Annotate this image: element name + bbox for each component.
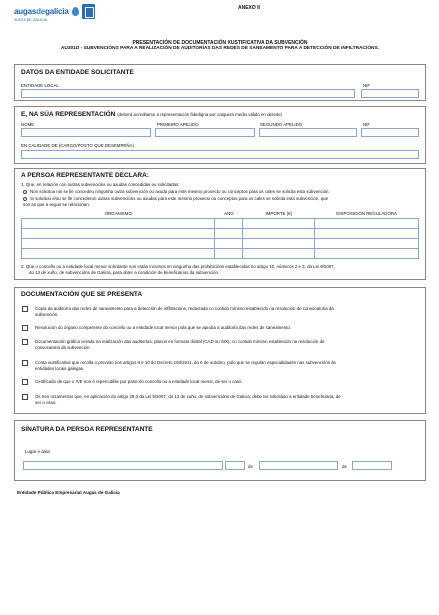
table-cell[interactable] (243, 238, 315, 248)
doc-item-5: Certificado de que o IVE non é repercutible por parte do concello ou a entidade local menor, de ser o caso. (35, 379, 243, 384)
subsidies-table (21, 210, 419, 259)
doc-checkbox-4[interactable] (22, 360, 28, 366)
table-row (22, 238, 419, 248)
logo-subtitle: XUNTA DE GALICIA (14, 18, 47, 22)
col-ano: ANO (224, 211, 234, 216)
date-separator-de-2: de (342, 464, 347, 469)
form-title: PRESENTACIÓN DE DOCUMENTACIÓN XUSTIFICATIVA DA SUBVENCIÓN (132, 40, 308, 46)
representative-section-title: E, NA SÚA REPRESENTACIÓN (deberá acreditarse a representación fidedigna por calquera medio válido en dereito) (21, 111, 282, 118)
table-cell[interactable] (22, 228, 215, 238)
table-cell[interactable] (215, 248, 243, 258)
applicant-section-title: DATOS DA ENTIDADE SOLICITANTE (21, 69, 134, 76)
table-cell[interactable] (215, 218, 243, 228)
surname1-field[interactable] (155, 128, 255, 137)
representation-hint: (deberá acreditarse a representación fidedigna por calquera medio válido en dereito) (117, 112, 282, 117)
xunta-seal-icon (82, 4, 95, 19)
table-cell[interactable] (22, 248, 215, 258)
rep-nif-label: NIF (363, 122, 371, 127)
role-field[interactable] (21, 150, 419, 159)
table-cell[interactable] (315, 248, 419, 258)
col-organismo: ORGANISMO (104, 211, 132, 216)
year-field[interactable] (352, 461, 392, 470)
day-field[interactable] (225, 461, 245, 470)
radio-other-subsidies[interactable] (23, 197, 27, 201)
entity-field[interactable] (21, 89, 355, 98)
doc-checkbox-5[interactable] (22, 379, 28, 385)
documentation-section (14, 287, 426, 414)
table-cell[interactable] (243, 228, 315, 238)
declaration-section-title: A PERSOA REPRESENTANTE DECLARA: (21, 172, 149, 179)
footer-entity-name: Entidade Pública Empresarial Augas de Galicia (17, 490, 120, 495)
month-field[interactable] (259, 461, 338, 470)
nif-label: NIF (363, 83, 371, 88)
option-other-subsidies-cont: son as que a seguir se relacionan: (23, 202, 90, 207)
table-cell[interactable] (315, 218, 419, 228)
col-disposicion: DISPOSICIÓN REGULADORA (336, 211, 397, 216)
role-label: EN CALIDADE DE (CARGO/POSTO QUE DESEMPEÑA) (21, 143, 134, 148)
place-field[interactable] (23, 461, 223, 470)
col-importe: IMPORTE (€) (265, 211, 293, 216)
radio-no-other-subsidies[interactable] (23, 190, 27, 194)
doc-checkbox-6[interactable] (22, 394, 28, 400)
date-separator-de-1: de (248, 464, 253, 469)
name-field[interactable] (21, 128, 151, 137)
doc-item-6: Os tres orzamentos que, en aplicación do artigo 29.3 da Lei 9/2007, do 13 de xuño, de subvencións de Galicia, debe ter solicitado a entidade beneficiaria, de ser o caso. (35, 394, 341, 405)
surname1-label: PRIMEIRO APELIDO (157, 122, 199, 127)
table-cell[interactable] (215, 238, 243, 248)
name-label: NOME (21, 122, 35, 127)
doc-checkbox-1[interactable] (22, 306, 28, 312)
table-cell[interactable] (315, 238, 419, 248)
table-cell[interactable] (22, 238, 215, 248)
table-cell[interactable] (22, 218, 215, 228)
table-cell[interactable] (243, 218, 315, 228)
declaration-q2: 2. Que o concello ou a entidade local menor solicitante non están incursos en ningunha das prohibicións establecidas no artigo 10, números 2 e 3, da Lei 9/2007, (21, 264, 335, 269)
doc-checkbox-2[interactable] (22, 325, 28, 331)
doc-item-3: Documentación gráfica xerada na realización das auditorías, planos en formato dixital (CAD ou SIX), co contido mínimo establecido na resolución de convocatoria da subvención. (35, 339, 325, 350)
nif-field[interactable] (361, 89, 419, 98)
form-subtitle: AU301D - SUBVENCIÓNS PARA A REALIZACIÓN DE AUDITORÍAS DAS REDES DE SANEAMENTO PARA A DETECCIÓN DE INFILTRACIÓNS. (60, 46, 380, 51)
declaration-q2-cont: do 13 de xuño, de subvencións de Galicia, para obter a condición de beneficiarios da subvención. (29, 270, 220, 275)
table-cell[interactable] (315, 228, 419, 238)
logo-wordmark: augasdegalicia (14, 6, 69, 16)
augas-de-galicia-logo (14, 4, 95, 19)
page-header (14, 4, 426, 30)
table-row (22, 218, 419, 228)
table-cell[interactable] (215, 228, 243, 238)
place-date-label: Lugar e data (25, 449, 50, 454)
table-cell[interactable] (243, 248, 315, 258)
declaration-section (14, 168, 426, 280)
signature-section-title: SINATURA DA PERSOA REPRESENTANTE (21, 426, 153, 433)
signature-section (14, 420, 426, 481)
doc-checkbox-3[interactable] (22, 339, 28, 345)
declaration-q1: 1. Que, en relación con outras subvencións ou axudas concedidas ou solicitadas: (21, 182, 180, 187)
option-no-other-subsidies[interactable]: Non solicitou nin se lle concedeu ningunha outra subvención ou axuda para este mesmo proxecto ou conceptos para os cales se solicita esta subvención. (23, 189, 330, 195)
option-other-subsidies[interactable]: Si solicitou e/ou se lle concederon outras subvencións ou axudas para este mesmo proxecto ou conceptos para os cales se solicita esta subvención, que (23, 196, 328, 202)
doc-item-4: Conta xustificativa que recolla o previsto nos artigos 8 e 10 do Decreto 193/2011, do 6 de outubro, polo que se regulan especialidades nas subvencións ás entidades locais galegas. (35, 360, 336, 371)
water-drop-icon (72, 7, 79, 16)
doc-item-1: Copia da auditoría das redes de saneamento para a detección de infiltracións, redactada co contido mínimo establecido na resolución de convocatoria da subvención. (35, 306, 334, 317)
documentation-section-title: DOCUMENTACIÓN QUE SE PRESENTA (21, 291, 143, 298)
rep-nif-field[interactable] (361, 128, 419, 137)
surname2-field[interactable] (259, 128, 357, 137)
applicant-section (14, 64, 426, 101)
annex-label: ANEXO II (238, 5, 260, 11)
representative-section (14, 106, 426, 164)
doc-item-2: Resolución do órgano competente do concello ou a entidade local menor pola que se aproba a auditoría das redes de saneamento. (35, 325, 292, 330)
table-row (22, 248, 419, 258)
entity-label: ENTIDADE LOCAL (21, 83, 59, 88)
table-row (22, 228, 419, 238)
surname2-label: SEGUNDO APELIDO (260, 122, 303, 127)
